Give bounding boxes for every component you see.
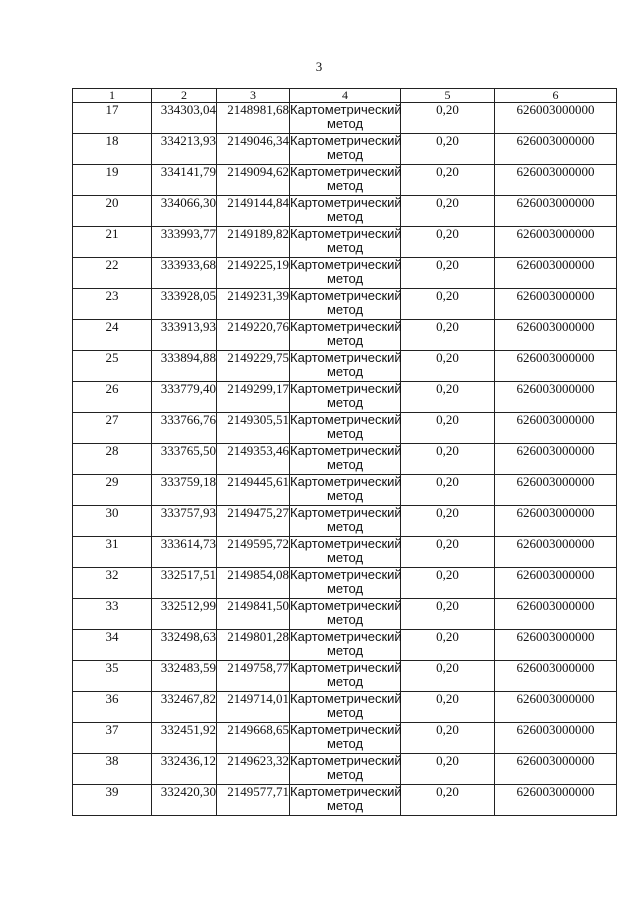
cell-x-coordinate: 332436,12 bbox=[152, 754, 217, 785]
table-row bbox=[73, 599, 617, 630]
table-row bbox=[73, 568, 617, 599]
cell-x-coordinate: 333757,93 bbox=[152, 506, 217, 537]
cell-y-coordinate: 2149305,51 bbox=[217, 413, 290, 444]
table-row bbox=[73, 785, 617, 816]
cell-code: 626003000000 bbox=[495, 599, 617, 630]
cell-code: 626003000000 bbox=[495, 320, 617, 351]
cell-point-number: 20 bbox=[73, 196, 152, 227]
cell-code: 626003000000 bbox=[495, 537, 617, 568]
header-cell-x: 2 bbox=[152, 89, 217, 103]
cell-method: Картометрический метод bbox=[290, 630, 401, 661]
cell-error: 0,20 bbox=[401, 537, 495, 568]
cell-point-number: 18 bbox=[73, 134, 152, 165]
table-row bbox=[73, 258, 617, 289]
cell-point-number: 39 bbox=[73, 785, 152, 816]
cell-method: Картометрический метод bbox=[290, 165, 401, 196]
coordinates-table bbox=[72, 88, 617, 816]
cell-x-coordinate: 332467,82 bbox=[152, 692, 217, 723]
cell-point-number: 21 bbox=[73, 227, 152, 258]
table-row bbox=[73, 103, 617, 134]
cell-code: 626003000000 bbox=[495, 103, 617, 134]
page-number: 3 bbox=[315, 59, 323, 74]
cell-x-coordinate: 334303,04 bbox=[152, 103, 217, 134]
cell-x-coordinate: 333766,76 bbox=[152, 413, 217, 444]
table-header-row bbox=[73, 89, 617, 103]
cell-point-number: 33 bbox=[73, 599, 152, 630]
table-row bbox=[73, 630, 617, 661]
table-row bbox=[73, 165, 617, 196]
cell-code: 626003000000 bbox=[495, 785, 617, 816]
cell-method: Картометрический метод bbox=[290, 506, 401, 537]
header-cell-error: 5 bbox=[401, 89, 495, 103]
table-row bbox=[73, 475, 617, 506]
cell-y-coordinate: 2148981,68 bbox=[217, 103, 290, 134]
cell-x-coordinate: 334141,79 bbox=[152, 165, 217, 196]
cell-error: 0,20 bbox=[401, 351, 495, 382]
cell-x-coordinate: 333759,18 bbox=[152, 475, 217, 506]
cell-error: 0,20 bbox=[401, 506, 495, 537]
cell-error: 0,20 bbox=[401, 382, 495, 413]
cell-x-coordinate: 334066,30 bbox=[152, 196, 217, 227]
cell-code: 626003000000 bbox=[495, 568, 617, 599]
cell-method: Картометрический метод bbox=[290, 227, 401, 258]
cell-error: 0,20 bbox=[401, 444, 495, 475]
cell-x-coordinate: 333614,73 bbox=[152, 537, 217, 568]
cell-method: Картометрический метод bbox=[290, 661, 401, 692]
cell-method: Картометрический метод bbox=[290, 723, 401, 754]
cell-method: Картометрический метод bbox=[290, 754, 401, 785]
header-cell-y: 3 bbox=[217, 89, 290, 103]
cell-y-coordinate: 2149714,01 bbox=[217, 692, 290, 723]
cell-y-coordinate: 2149758,77 bbox=[217, 661, 290, 692]
cell-method: Картометрический метод bbox=[290, 103, 401, 134]
cell-code: 626003000000 bbox=[495, 382, 617, 413]
cell-point-number: 29 bbox=[73, 475, 152, 506]
cell-point-number: 37 bbox=[73, 723, 152, 754]
table-row bbox=[73, 723, 617, 754]
cell-code: 626003000000 bbox=[495, 661, 617, 692]
cell-y-coordinate: 2149668,65 bbox=[217, 723, 290, 754]
cell-x-coordinate: 333933,68 bbox=[152, 258, 217, 289]
cell-x-coordinate: 332483,59 bbox=[152, 661, 217, 692]
cell-y-coordinate: 2149231,39 bbox=[217, 289, 290, 320]
cell-error: 0,20 bbox=[401, 475, 495, 506]
cell-x-coordinate: 334213,93 bbox=[152, 134, 217, 165]
cell-code: 626003000000 bbox=[495, 413, 617, 444]
cell-method: Картометрический метод bbox=[290, 537, 401, 568]
cell-error: 0,20 bbox=[401, 103, 495, 134]
cell-method: Картометрический метод bbox=[290, 289, 401, 320]
cell-error: 0,20 bbox=[401, 568, 495, 599]
cell-x-coordinate: 333913,93 bbox=[152, 320, 217, 351]
table-row bbox=[73, 444, 617, 475]
cell-method: Картометрический метод bbox=[290, 413, 401, 444]
cell-y-coordinate: 2149353,46 bbox=[217, 444, 290, 475]
cell-point-number: 36 bbox=[73, 692, 152, 723]
cell-code: 626003000000 bbox=[495, 227, 617, 258]
header-cell-code: 6 bbox=[495, 89, 617, 103]
table-row bbox=[73, 692, 617, 723]
cell-point-number: 24 bbox=[73, 320, 152, 351]
cell-code: 626003000000 bbox=[495, 630, 617, 661]
cell-x-coordinate: 332512,99 bbox=[152, 599, 217, 630]
cell-y-coordinate: 2149801,28 bbox=[217, 630, 290, 661]
cell-code: 626003000000 bbox=[495, 723, 617, 754]
cell-x-coordinate: 332498,63 bbox=[152, 630, 217, 661]
cell-error: 0,20 bbox=[401, 661, 495, 692]
cell-point-number: 26 bbox=[73, 382, 152, 413]
cell-method: Картометрический метод bbox=[290, 692, 401, 723]
cell-error: 0,20 bbox=[401, 258, 495, 289]
cell-point-number: 17 bbox=[73, 103, 152, 134]
cell-point-number: 25 bbox=[73, 351, 152, 382]
cell-code: 626003000000 bbox=[495, 165, 617, 196]
table-row bbox=[73, 134, 617, 165]
cell-method: Картометрический метод bbox=[290, 568, 401, 599]
table-row bbox=[73, 754, 617, 785]
cell-code: 626003000000 bbox=[495, 444, 617, 475]
cell-error: 0,20 bbox=[401, 599, 495, 630]
cell-y-coordinate: 2149595,72 bbox=[217, 537, 290, 568]
table-row bbox=[73, 382, 617, 413]
cell-error: 0,20 bbox=[401, 692, 495, 723]
table-row bbox=[73, 320, 617, 351]
cell-y-coordinate: 2149854,08 bbox=[217, 568, 290, 599]
cell-error: 0,20 bbox=[401, 723, 495, 754]
cell-x-coordinate: 333993,77 bbox=[152, 227, 217, 258]
cell-y-coordinate: 2149577,71 bbox=[217, 785, 290, 816]
table-row bbox=[73, 196, 617, 227]
cell-y-coordinate: 2149299,17 bbox=[217, 382, 290, 413]
cell-method: Картометрический метод bbox=[290, 382, 401, 413]
cell-method: Картометрический метод bbox=[290, 320, 401, 351]
cell-code: 626003000000 bbox=[495, 134, 617, 165]
cell-method: Картометрический метод bbox=[290, 134, 401, 165]
cell-method: Картометрический метод bbox=[290, 785, 401, 816]
cell-x-coordinate: 332420,30 bbox=[152, 785, 217, 816]
header-cell-point: 1 bbox=[73, 89, 152, 103]
cell-code: 626003000000 bbox=[495, 692, 617, 723]
cell-point-number: 32 bbox=[73, 568, 152, 599]
cell-point-number: 34 bbox=[73, 630, 152, 661]
cell-error: 0,20 bbox=[401, 754, 495, 785]
table-row bbox=[73, 413, 617, 444]
cell-x-coordinate: 332451,92 bbox=[152, 723, 217, 754]
cell-error: 0,20 bbox=[401, 785, 495, 816]
cell-point-number: 22 bbox=[73, 258, 152, 289]
cell-method: Картометрический метод bbox=[290, 599, 401, 630]
cell-error: 0,20 bbox=[401, 413, 495, 444]
cell-point-number: 38 bbox=[73, 754, 152, 785]
cell-y-coordinate: 2149046,34 bbox=[217, 134, 290, 165]
cell-point-number: 28 bbox=[73, 444, 152, 475]
cell-y-coordinate: 2149225,19 bbox=[217, 258, 290, 289]
cell-method: Картометрический метод bbox=[290, 196, 401, 227]
cell-point-number: 30 bbox=[73, 506, 152, 537]
cell-y-coordinate: 2149229,75 bbox=[217, 351, 290, 382]
cell-code: 626003000000 bbox=[495, 754, 617, 785]
cell-x-coordinate: 332517,51 bbox=[152, 568, 217, 599]
cell-error: 0,20 bbox=[401, 227, 495, 258]
cell-x-coordinate: 333765,50 bbox=[152, 444, 217, 475]
cell-point-number: 35 bbox=[73, 661, 152, 692]
cell-point-number: 19 bbox=[73, 165, 152, 196]
cell-error: 0,20 bbox=[401, 196, 495, 227]
cell-error: 0,20 bbox=[401, 320, 495, 351]
cell-y-coordinate: 2149623,32 bbox=[217, 754, 290, 785]
table-body bbox=[73, 89, 617, 816]
table-row bbox=[73, 661, 617, 692]
cell-y-coordinate: 2149475,27 bbox=[217, 506, 290, 537]
cell-code: 626003000000 bbox=[495, 506, 617, 537]
cell-point-number: 23 bbox=[73, 289, 152, 320]
cell-x-coordinate: 333779,40 bbox=[152, 382, 217, 413]
cell-code: 626003000000 bbox=[495, 258, 617, 289]
cell-error: 0,20 bbox=[401, 165, 495, 196]
cell-x-coordinate: 333894,88 bbox=[152, 351, 217, 382]
cell-code: 626003000000 bbox=[495, 475, 617, 506]
table-row bbox=[73, 506, 617, 537]
cell-error: 0,20 bbox=[401, 289, 495, 320]
cell-error: 0,20 bbox=[401, 630, 495, 661]
table-row bbox=[73, 351, 617, 382]
table-row bbox=[73, 537, 617, 568]
header-cell-method: 4 bbox=[290, 89, 401, 103]
table-row bbox=[73, 289, 617, 320]
cell-method: Картометрический метод bbox=[290, 444, 401, 475]
cell-error: 0,20 bbox=[401, 134, 495, 165]
cell-method: Картометрический метод bbox=[290, 475, 401, 506]
cell-code: 626003000000 bbox=[495, 351, 617, 382]
cell-y-coordinate: 2149220,76 bbox=[217, 320, 290, 351]
cell-y-coordinate: 2149445,61 bbox=[217, 475, 290, 506]
cell-point-number: 31 bbox=[73, 537, 152, 568]
cell-point-number: 27 bbox=[73, 413, 152, 444]
cell-y-coordinate: 2149094,62 bbox=[217, 165, 290, 196]
cell-x-coordinate: 333928,05 bbox=[152, 289, 217, 320]
cell-y-coordinate: 2149841,50 bbox=[217, 599, 290, 630]
cell-y-coordinate: 2149189,82 bbox=[217, 227, 290, 258]
cell-code: 626003000000 bbox=[495, 196, 617, 227]
cell-code: 626003000000 bbox=[495, 289, 617, 320]
cell-method: Картометрический метод bbox=[290, 258, 401, 289]
table-row bbox=[73, 227, 617, 258]
cell-y-coordinate: 2149144,84 bbox=[217, 196, 290, 227]
cell-method: Картометрический метод bbox=[290, 351, 401, 382]
